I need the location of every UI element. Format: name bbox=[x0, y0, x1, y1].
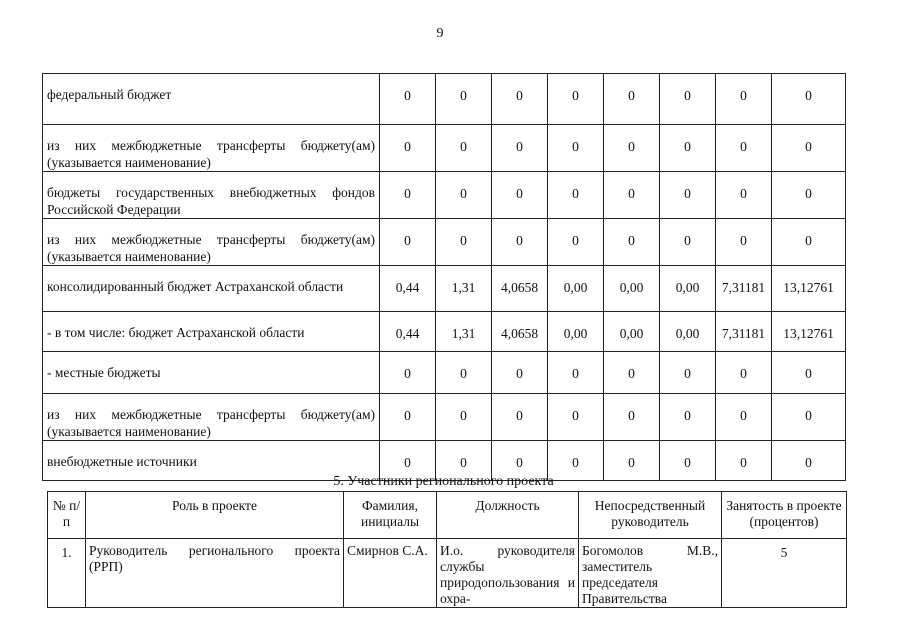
value-cell: 0 bbox=[604, 125, 660, 172]
value-cell: 0 bbox=[436, 74, 492, 125]
value-cell: 0 bbox=[772, 352, 846, 394]
value-cell: 0,00 bbox=[548, 312, 604, 352]
value-cell: 0 bbox=[660, 125, 716, 172]
row-label: консолидированный бюджет Астраханской области bbox=[43, 266, 380, 312]
value-cell: 0,44 bbox=[380, 312, 436, 352]
value-cell: 1,31 bbox=[436, 312, 492, 352]
row-label: федеральный бюджет bbox=[43, 74, 380, 125]
value-cell: 0 bbox=[660, 172, 716, 219]
value-cell: 13,12761 bbox=[772, 266, 846, 312]
value-cell: 0 bbox=[772, 394, 846, 441]
value-cell: 0 bbox=[660, 352, 716, 394]
header-role: Роль в проекте bbox=[86, 492, 344, 539]
value-cell: 0 bbox=[716, 125, 772, 172]
value-cell: 0 bbox=[548, 219, 604, 266]
value-cell: 0 bbox=[492, 352, 548, 394]
value-cell: 0 bbox=[380, 352, 436, 394]
value-cell: 4,0658 bbox=[492, 312, 548, 352]
value-cell: 0 bbox=[604, 74, 660, 125]
value-cell: 0 bbox=[716, 219, 772, 266]
value-cell: 0 bbox=[548, 74, 604, 125]
value-cell: 0 bbox=[492, 394, 548, 441]
value-cell: 0 bbox=[660, 74, 716, 125]
header-load: Занятость в проекте (процентов) bbox=[722, 492, 847, 539]
value-cell: 0 bbox=[716, 394, 772, 441]
value-cell: 0 bbox=[492, 125, 548, 172]
value-cell: 0 bbox=[716, 172, 772, 219]
value-cell: 0 bbox=[604, 219, 660, 266]
value-cell: 0 bbox=[660, 441, 716, 481]
value-cell: 0 bbox=[436, 172, 492, 219]
table-row bbox=[43, 125, 846, 172]
value-cell: 0 bbox=[716, 74, 772, 125]
value-cell: 0 bbox=[772, 125, 846, 172]
value-cell: 0,00 bbox=[660, 266, 716, 312]
table-row bbox=[43, 74, 846, 125]
table-row bbox=[43, 266, 846, 312]
value-cell: 0,00 bbox=[548, 266, 604, 312]
value-cell: 0 bbox=[436, 441, 492, 481]
value-cell: 0 bbox=[436, 125, 492, 172]
value-cell: 4,0658 bbox=[492, 266, 548, 312]
value-cell: 0 bbox=[548, 125, 604, 172]
row-label: бюджеты государственных внебюджетных фондов Российской Федерации bbox=[43, 172, 380, 219]
value-cell: 0 bbox=[380, 74, 436, 125]
participants-title: 5. Участники регионального проекта bbox=[333, 474, 554, 489]
value-cell: 0 bbox=[716, 441, 772, 481]
table-row bbox=[48, 539, 847, 608]
header-name: Фамилия, инициалы bbox=[344, 492, 437, 539]
table-row bbox=[43, 312, 846, 352]
participants-header-row bbox=[48, 492, 847, 539]
participant-name: Смирнов С.А. bbox=[344, 539, 437, 608]
value-cell: 0 bbox=[492, 74, 548, 125]
value-cell: 0 bbox=[492, 441, 548, 481]
participants-table bbox=[47, 491, 847, 608]
row-label: - в том числе: бюджет Астраханской области bbox=[43, 312, 380, 352]
table-row bbox=[43, 219, 846, 266]
value-cell: 0 bbox=[772, 441, 846, 481]
row-label: из них межбюджетные трансферты бюджету(ам) (указывается наименование) bbox=[43, 125, 380, 172]
value-cell: 0 bbox=[548, 394, 604, 441]
page-number: 9 bbox=[436, 26, 444, 41]
header-supervisor: Непосредственный руководитель bbox=[579, 492, 722, 539]
participant-position: И.о. руководителя службы природопользования и охра- bbox=[437, 539, 579, 608]
value-cell: 0 bbox=[772, 74, 846, 125]
row-label: внебюджетные источники bbox=[43, 441, 380, 481]
value-cell: 0 bbox=[380, 125, 436, 172]
value-cell: 0,00 bbox=[604, 266, 660, 312]
value-cell: 0 bbox=[492, 172, 548, 219]
value-cell: 0 bbox=[436, 394, 492, 441]
finance-table bbox=[42, 73, 846, 481]
value-cell: 0 bbox=[492, 219, 548, 266]
participant-role: Руководитель регионального проекта (РРП) bbox=[86, 539, 344, 608]
value-cell: 0 bbox=[380, 441, 436, 481]
table-row bbox=[43, 352, 846, 394]
header-position: Должность bbox=[437, 492, 579, 539]
value-cell: 0,00 bbox=[660, 312, 716, 352]
value-cell: 0 bbox=[380, 394, 436, 441]
table-row bbox=[43, 172, 846, 219]
value-cell: 0 bbox=[604, 172, 660, 219]
value-cell: 0 bbox=[604, 352, 660, 394]
value-cell: 0 bbox=[548, 172, 604, 219]
row-label: - местные бюджеты bbox=[43, 352, 380, 394]
value-cell: 13,12761 bbox=[772, 312, 846, 352]
participant-load: 5 bbox=[722, 539, 847, 608]
table-row bbox=[43, 394, 846, 441]
value-cell: 0 bbox=[772, 219, 846, 266]
value-cell: 0 bbox=[604, 394, 660, 441]
value-cell: 0 bbox=[436, 352, 492, 394]
value-cell: 0 bbox=[604, 441, 660, 481]
value-cell: 7,31181 bbox=[716, 312, 772, 352]
value-cell: 0 bbox=[548, 441, 604, 481]
value-cell: 0 bbox=[548, 352, 604, 394]
value-cell: 0 bbox=[380, 172, 436, 219]
value-cell: 0,44 bbox=[380, 266, 436, 312]
header-num: № п/п bbox=[48, 492, 86, 539]
value-cell: 0 bbox=[660, 394, 716, 441]
value-cell: 0 bbox=[380, 219, 436, 266]
value-cell: 0 bbox=[716, 352, 772, 394]
value-cell: 7,31181 bbox=[716, 266, 772, 312]
value-cell: 0 bbox=[660, 219, 716, 266]
row-label: из них межбюджетные трансферты бюджету(ам) (указывается наименование) bbox=[43, 394, 380, 441]
value-cell: 0 bbox=[772, 172, 846, 219]
row-label: из них межбюджетные трансферты бюджету(ам) (указывается наименование) bbox=[43, 219, 380, 266]
participant-supervisor: Богомолов М.В., заместитель председателя Правительства bbox=[579, 539, 722, 608]
value-cell: 1,31 bbox=[436, 266, 492, 312]
value-cell: 0 bbox=[436, 219, 492, 266]
participant-num: 1. bbox=[48, 539, 86, 608]
value-cell: 0,00 bbox=[604, 312, 660, 352]
